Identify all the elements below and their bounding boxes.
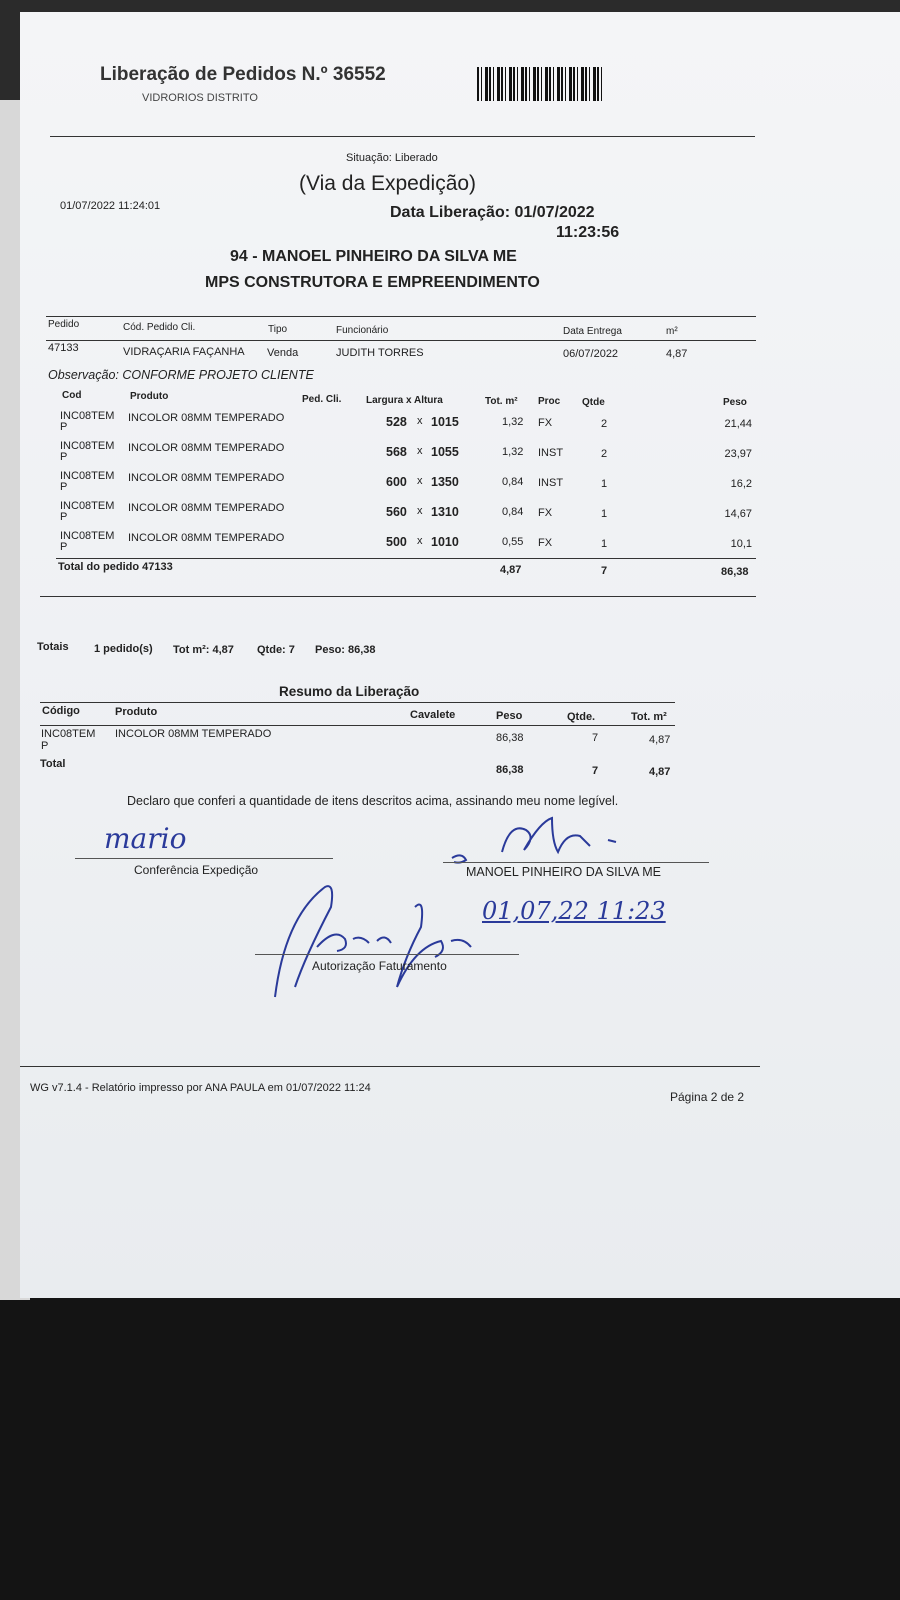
cell-x: x (417, 505, 423, 517)
cell-peso: 16,2 (730, 478, 752, 490)
via-title: (Via da Expedição) (299, 172, 477, 195)
resumo-row-peso: 86,38 (496, 732, 524, 744)
cell-proc: FX (538, 537, 553, 549)
cell-qtde: 1 (601, 478, 608, 490)
resumo-row-codigo-2: P (41, 740, 49, 752)
total-pedido-peso: 86,38 (721, 566, 749, 578)
cell-cod-suffix: P (60, 451, 68, 463)
autorizacao-signature (265, 877, 485, 1007)
cell-produto: INCOLOR 08MM TEMPERADO (128, 532, 285, 544)
cell-cod-suffix: P (60, 421, 68, 433)
resumo-col-codigo: Código (42, 705, 80, 717)
value-m2: 4,87 (666, 348, 688, 360)
cell-largura: 568 (386, 445, 407, 459)
cell-cod: INC08TEM (60, 530, 115, 542)
value-funcionario: JUDITH TORRES (336, 347, 424, 359)
cell-proc: FX (538, 507, 553, 519)
total-pedido-label: Total do pedido 47133 (58, 561, 173, 573)
resumo-row-codigo-1: INC08TEM (41, 728, 96, 740)
resumo-row-codigo (41, 728, 95, 752)
cell-tot-m2: 1,32 (502, 446, 524, 458)
cell-tot-m2: 0,84 (502, 476, 524, 488)
signature-line (255, 954, 519, 955)
cell-tot-m2: 1,32 (502, 416, 524, 428)
resumo-total-peso: 86,38 (496, 764, 524, 776)
resumo-total-tot-m2: 4,87 (649, 766, 671, 778)
divider (40, 702, 675, 703)
label-cod-pedido: Cód. Pedido Cli. (123, 322, 196, 333)
divider (20, 1066, 760, 1067)
document-title: Liberação de Pedidos N.º 36552 (100, 64, 386, 85)
col-cod: Cod (62, 390, 82, 401)
totais-peso: Peso: 86,38 (315, 644, 376, 656)
resumo-total-qtde: 7 (592, 765, 599, 777)
cell-cod-suffix: P (60, 511, 68, 523)
resumo-col-cavalete: Cavalete (410, 709, 456, 721)
cell-cod: INC08TEM (60, 500, 115, 512)
label-data-entrega: Data Entrega (563, 326, 622, 337)
cell-peso: 23,97 (724, 448, 752, 460)
label-pedido: Pedido (48, 319, 80, 330)
barcode (477, 67, 605, 101)
totais-pedidos: 1 pedido(s) (94, 643, 153, 655)
cell-x: x (417, 445, 423, 457)
conferencia-signature: mario (104, 822, 187, 855)
cell-produto: INCOLOR 08MM TEMPERADO (128, 442, 285, 454)
label-tipo: Tipo (268, 324, 288, 335)
cell-proc: FX (538, 417, 553, 429)
resumo-col-qtde: Qtde. (567, 711, 596, 723)
document-page (20, 12, 900, 1298)
cell-tot-m2: 0,55 (502, 536, 524, 548)
cell-largura: 500 (386, 535, 407, 549)
signature-line (75, 858, 333, 859)
cell-produto: INCOLOR 08MM TEMPERADO (128, 412, 285, 424)
cell-cod: INC08TEM (60, 470, 115, 482)
divider (40, 596, 756, 597)
cell-x: x (417, 535, 423, 547)
resumo-total-label: Total (40, 758, 66, 770)
resumo-row-tot-m2: 4,87 (649, 734, 671, 746)
hora-liberacao: 11:23:56 (556, 224, 620, 241)
client-signature (440, 812, 640, 872)
cell-peso: 10,1 (730, 538, 752, 550)
label-m2: m² (666, 326, 678, 337)
totais-m2: Tot m²: 4,87 (173, 644, 234, 656)
cell-altura: 1310 (431, 505, 459, 519)
resumo-title: Resumo da Liberação (279, 684, 420, 699)
cell-tot-m2: 0,84 (502, 506, 524, 518)
company-name: VIDRORIOS DISTRITO (142, 92, 258, 104)
cell-qtde: 2 (601, 448, 608, 460)
totais-label: Totais (37, 641, 69, 653)
autorizacao-label: Autorização Faturamento (312, 959, 447, 973)
cell-proc: INST (538, 477, 564, 489)
cell-altura: 1055 (431, 445, 459, 459)
cell-x: x (417, 415, 423, 427)
cell-peso: 21,44 (724, 418, 752, 430)
cell-produto: INCOLOR 08MM TEMPERADO (128, 472, 285, 484)
cell-qtde: 1 (601, 538, 608, 550)
value-data-entrega: 06/07/2022 (563, 348, 619, 360)
cell-altura: 1350 (431, 475, 459, 489)
divider (46, 316, 756, 317)
cell-x: x (417, 475, 423, 487)
col-produto: Produto (130, 391, 169, 402)
col-peso: Peso (723, 397, 747, 408)
cell-qtde: 1 (601, 508, 608, 520)
client-company: MPS CONSTRUTORA E EMPREENDIMENTO (205, 274, 540, 291)
col-proc: Proc (538, 396, 561, 407)
client-name: 94 - MANOEL PINHEIRO DA SILVA ME (230, 248, 517, 265)
signature-line (443, 862, 709, 863)
cell-qtde: 2 (601, 418, 608, 430)
data-liberacao: Data Liberação: 01/07/2022 (390, 204, 595, 221)
total-pedido-qtde: 7 (601, 565, 608, 577)
col-ped-cli: Ped. Cli. (302, 394, 342, 405)
cell-cod-suffix: P (60, 481, 68, 493)
divider (56, 558, 756, 559)
value-pedido: 47133 (48, 342, 79, 354)
resumo-row-produto: INCOLOR 08MM TEMPERADO (115, 728, 272, 740)
print-timestamp: 01/07/2022 11:24:01 (60, 200, 161, 212)
cell-proc: INST (538, 447, 564, 459)
resumo-col-peso: Peso (496, 710, 523, 722)
value-tipo: Venda (267, 347, 299, 359)
resumo-col-tot-m2: Tot. m² (631, 711, 667, 723)
cell-cod: INC08TEM (60, 410, 115, 422)
value-cod-pedido: VIDRAÇARIA FAÇANHA (123, 346, 245, 358)
cell-produto: INCOLOR 08MM TEMPERADO (128, 502, 285, 514)
cell-cod-suffix: P (60, 541, 68, 553)
cell-largura: 560 (386, 505, 407, 519)
footer-page-number: Página 2 de 2 (670, 1090, 745, 1104)
divider (46, 340, 756, 341)
total-pedido-m2: 4,87 (500, 564, 522, 576)
resumo-col-produto: Produto (115, 706, 158, 718)
handwritten-date: 01,07,22 11:23 (482, 897, 666, 925)
client-signature-label: MANOEL PINHEIRO DA SILVA ME (466, 865, 661, 879)
divider (50, 136, 755, 137)
label-funcionario: Funcionário (336, 325, 389, 336)
cell-altura: 1010 (431, 535, 459, 549)
footer-printed-by: WG v7.1.4 - Relatório impresso por ANA PAULA em 01/07/2022 11:24 (30, 1082, 371, 1094)
col-qtde: Qtde (582, 397, 605, 408)
cell-largura: 600 (386, 475, 407, 489)
resumo-row-qtde: 7 (592, 732, 599, 744)
totais-qtde: Qtde: 7 (257, 644, 295, 656)
col-tot-m2: Tot. m² (485, 396, 518, 407)
cell-peso: 14,67 (724, 508, 752, 520)
cell-altura: 1015 (431, 415, 459, 429)
divider (40, 725, 675, 726)
situacao-text: Situação: Liberado (346, 152, 438, 164)
conferencia-label: Conferência Expedição (134, 863, 259, 877)
cell-cod: INC08TEM (60, 440, 115, 452)
col-largura-altura: Largura x Altura (366, 395, 443, 406)
cell-largura: 528 (386, 415, 407, 429)
declaration-text: Declaro que conferi a quantidade de itens descritos acima, assinando meu nome legível. (127, 794, 619, 808)
observacao: Observação: CONFORME PROJETO CLIENTE (48, 368, 314, 382)
